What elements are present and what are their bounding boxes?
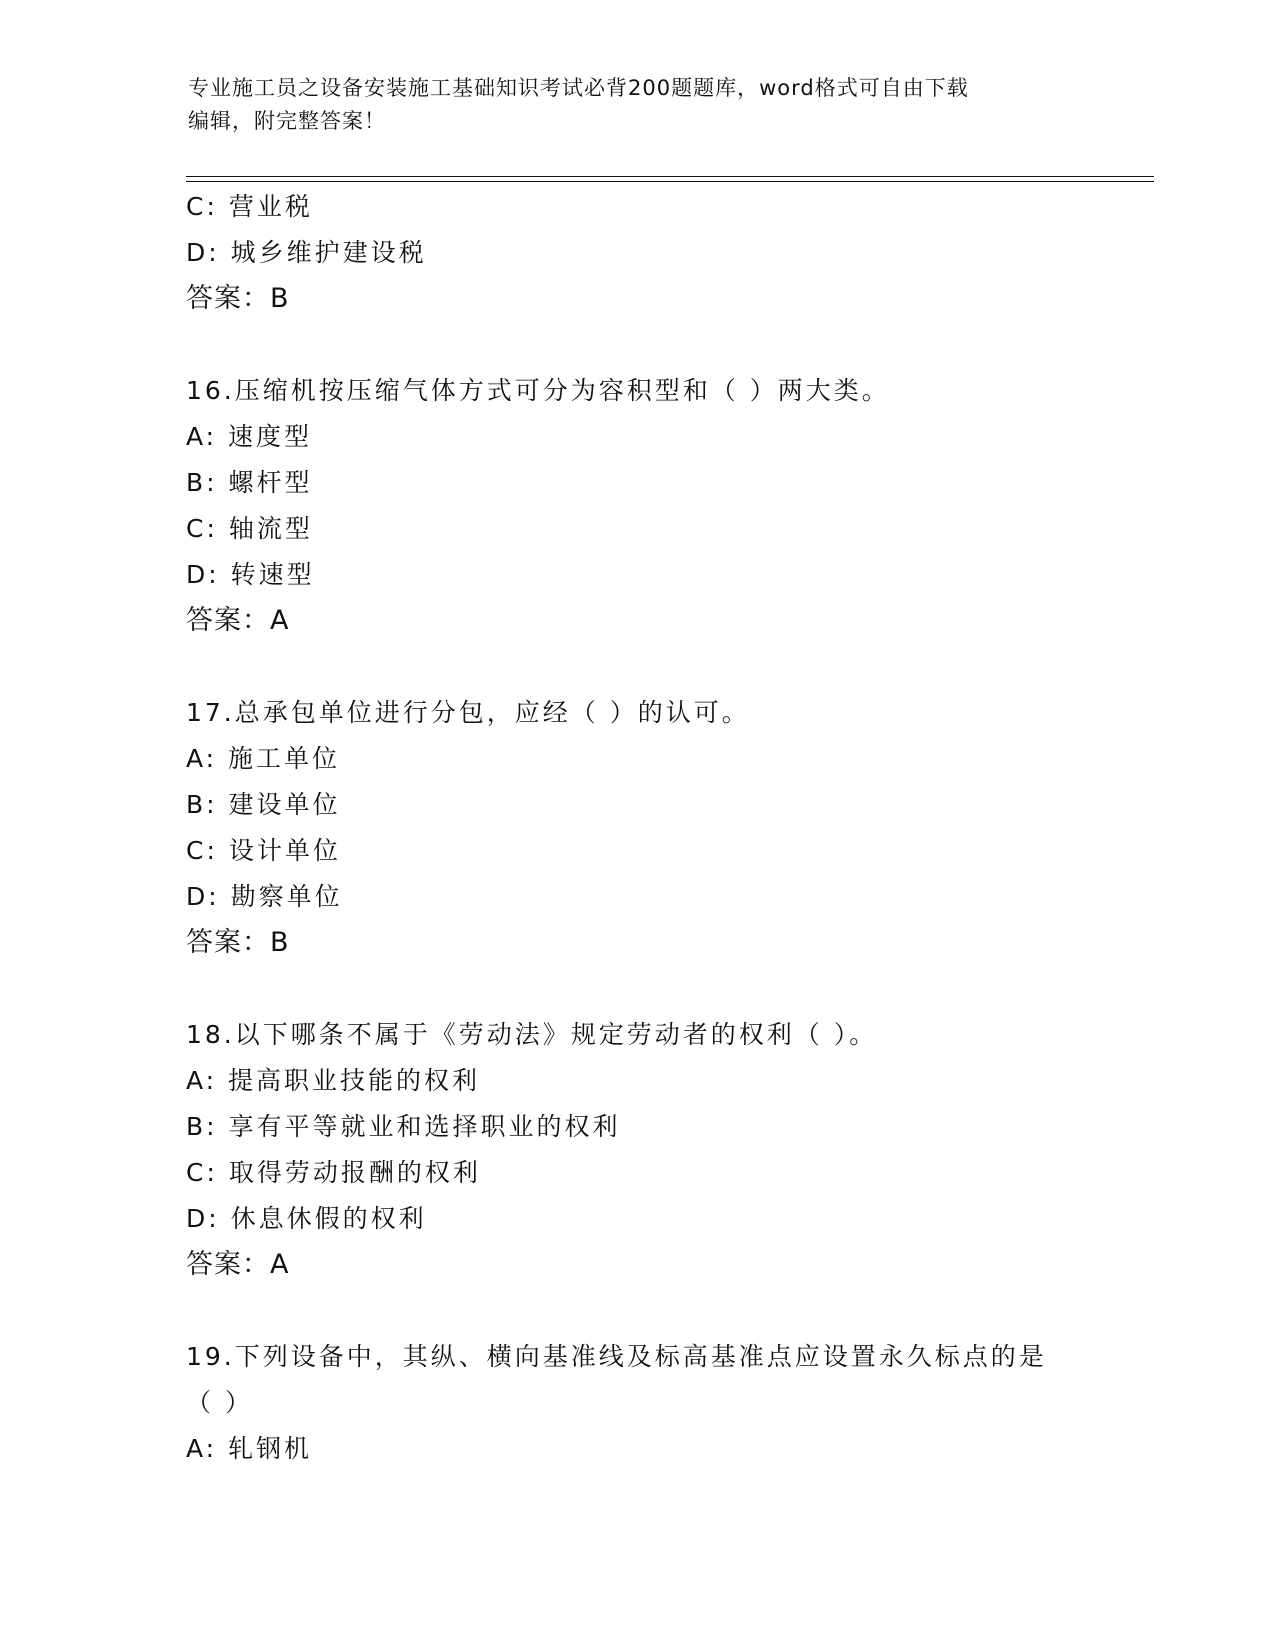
option-c: C: 取得劳动报酬的权利 <box>186 1158 481 1187</box>
document-header <box>188 72 1088 138</box>
option-a: A: 速度型 <box>186 422 313 451</box>
spacer <box>186 1288 1106 1334</box>
question-17: 17.总承包单位进行分包，应经（ ）的认可。 <box>186 698 750 727</box>
option-a: A: 提高职业技能的权利 <box>186 1066 481 1095</box>
spacer <box>186 644 1106 690</box>
option-c: C: 轴流型 <box>186 514 313 543</box>
option-b: B: 螺杆型 <box>186 468 313 497</box>
option-c: C: 设计单位 <box>186 836 341 865</box>
question-19: 19.下列设备中，其纵、横向基准线及标高基准点应设置永久标点的是 <box>186 1342 1047 1371</box>
header-line-2: 编辑，附完整答案！ <box>188 109 386 133</box>
option-c: C: 营业税 <box>186 192 313 221</box>
option-a: A: 施工单位 <box>186 744 341 773</box>
option-d: D: 勘察单位 <box>186 882 343 911</box>
header-rule-bottom <box>186 181 1154 182</box>
spacer <box>186 966 1106 1012</box>
option-d: D: 转速型 <box>186 560 315 589</box>
spacer <box>186 322 1106 368</box>
answer: 答案：A <box>186 605 290 636</box>
option-d: D: 休息休假的权利 <box>186 1204 427 1233</box>
answer: 答案：B <box>186 927 290 958</box>
question-list <box>186 184 1106 1472</box>
question-18: 18.以下哪条不属于《劳动法》规定劳动者的权利（ ）。 <box>186 1020 878 1049</box>
option-a: A: 轧钢机 <box>186 1434 313 1463</box>
header-rule-top <box>186 176 1154 177</box>
option-b: B: 建设单位 <box>186 790 341 819</box>
answer: 答案：A <box>186 1249 290 1280</box>
question-16: 16.压缩机按压缩气体方式可分为容积型和（ ）两大类。 <box>186 376 890 405</box>
option-b: B: 享有平等就业和选择职业的权利 <box>186 1112 621 1141</box>
option-d: D: 城乡维护建设税 <box>186 238 427 267</box>
answer: 答案：B <box>186 283 290 314</box>
question-19-continuation: （ ） <box>186 1388 253 1417</box>
header-line-1: 专业施工员之设备安装施工基础知识考试必背200题题库，word格式可自由下载 <box>188 76 969 100</box>
